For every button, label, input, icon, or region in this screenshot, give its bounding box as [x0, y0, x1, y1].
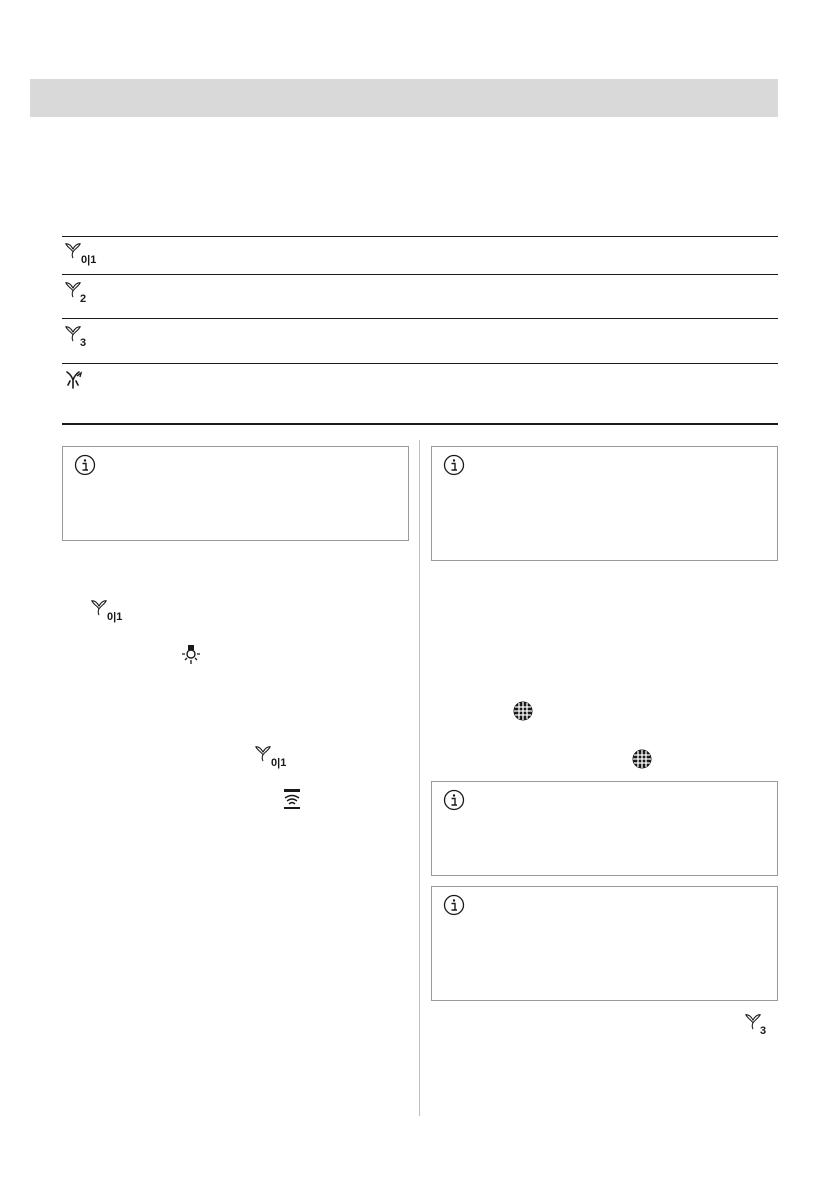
table-rule-4: [62, 363, 778, 364]
table-rule-3: [62, 318, 778, 319]
left-info-box: [62, 446, 409, 541]
right-info-box-1: [431, 446, 778, 561]
right-info-box-3: [431, 886, 778, 1001]
column-divider: [419, 440, 420, 1116]
fan-speed-3-icon: [744, 1012, 780, 1038]
section-header: [30, 79, 778, 117]
info-icon: [74, 454, 96, 476]
table-rule-2: [62, 274, 778, 275]
svg-text:3: 3: [760, 1025, 767, 1037]
svg-text:0|1: 0|1: [107, 611, 123, 623]
svg-text:0|1: 0|1: [81, 254, 97, 266]
info-icon: [443, 789, 465, 811]
fan-speed-0-1-icon: [90, 598, 126, 624]
table-top-rule: [62, 236, 778, 237]
svg-text:2: 2: [80, 293, 87, 305]
hob2hood-wireless-icon: [281, 788, 303, 810]
grid-filter-icon: [631, 748, 653, 770]
fan-speed-3-icon: [64, 324, 100, 350]
right-info-box-2: [431, 781, 778, 876]
svg-text:3: 3: [80, 337, 87, 349]
grid-filter-icon: [512, 700, 534, 722]
fan-speed-0-1-icon: [254, 744, 290, 770]
table-bottom-rule: [62, 423, 778, 425]
light-bulb-icon: [179, 643, 203, 667]
info-icon: [443, 894, 465, 916]
svg-text:0|1: 0|1: [271, 757, 287, 769]
fan-speed-0-1-icon: [64, 241, 100, 267]
fan-speed-2-icon: [64, 280, 100, 306]
info-icon: [443, 454, 465, 476]
fan-boost-icon: [64, 369, 100, 395]
